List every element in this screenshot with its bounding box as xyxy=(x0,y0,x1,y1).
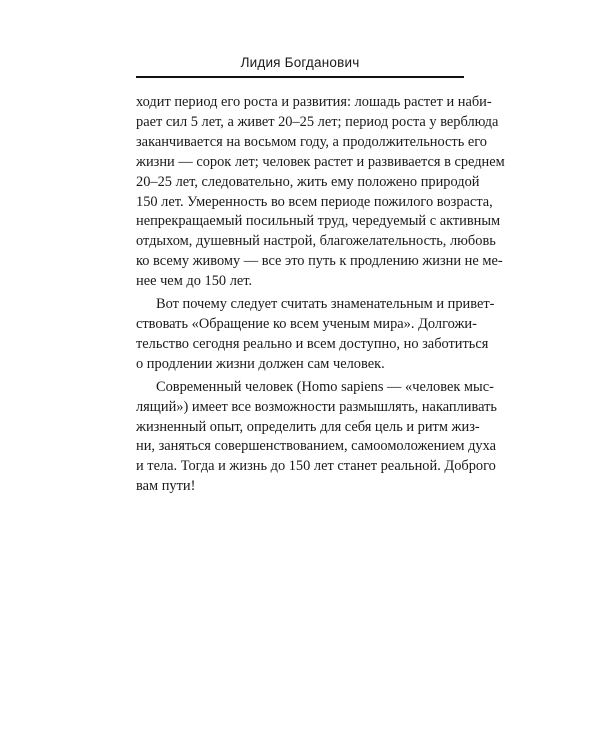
text-line: тельство сегодня реально и всем доступно, но заботиться xyxy=(136,335,489,352)
text-line: 20–25 лет, следовательно, жить ему положено природой xyxy=(136,173,480,190)
text-line: рает сил 5 лет, а живет 20–25 лет; период роста у верблюда xyxy=(136,113,499,130)
text-line: о продлении жизни должен сам человек. xyxy=(136,355,385,372)
text-line: ко всему живому — все это путь к продлению жизни не ме- xyxy=(136,253,503,270)
text-line: отдыхом, душевный настрой, благожелательность, любовь xyxy=(136,233,496,250)
running-head: Лидия Богданович xyxy=(240,55,360,70)
text-line: Вот почему следует считать знаменательным и привет- xyxy=(156,296,495,313)
paragraph xyxy=(136,93,505,292)
text-line: нее чем до 150 лет. xyxy=(136,273,253,290)
text-line: лящий») имеет все возможности размышлять, накапливать xyxy=(136,398,497,415)
body-text xyxy=(136,93,505,497)
text-line: и тела. Тогда и жизнь до 150 лет станет реальной. Доброго xyxy=(136,458,496,475)
text-line: ни, заняться совершенствованием, самоомоложением духа xyxy=(136,438,496,455)
text-line: непрекращаемый посильный труд, чередуемый с активным xyxy=(136,213,501,230)
paragraph xyxy=(136,295,495,375)
text-line: ходит период его роста и развития: лошадь растет и наби- xyxy=(136,94,492,110)
text-line: жизни — сорок лет; человек растет и развивается в среднем xyxy=(136,153,505,170)
text-line: вам пути! xyxy=(136,478,196,495)
paragraph xyxy=(136,378,497,497)
header-rule xyxy=(136,76,464,78)
text-line: Современный человек (Homo sapiens — «человек мыс- xyxy=(156,378,494,395)
text-line: 150 лет. Умеренность во всем периоде пожилого возраста, xyxy=(136,193,493,210)
text-line: ствовать «Обращение ко всем ученым мира». Долгожи- xyxy=(136,315,477,332)
text-line: жизненный опыт, определить для себя цель и ритм жиз- xyxy=(136,418,480,435)
text-line: заканчивается на восьмом году, а продолжительность его xyxy=(136,133,487,150)
